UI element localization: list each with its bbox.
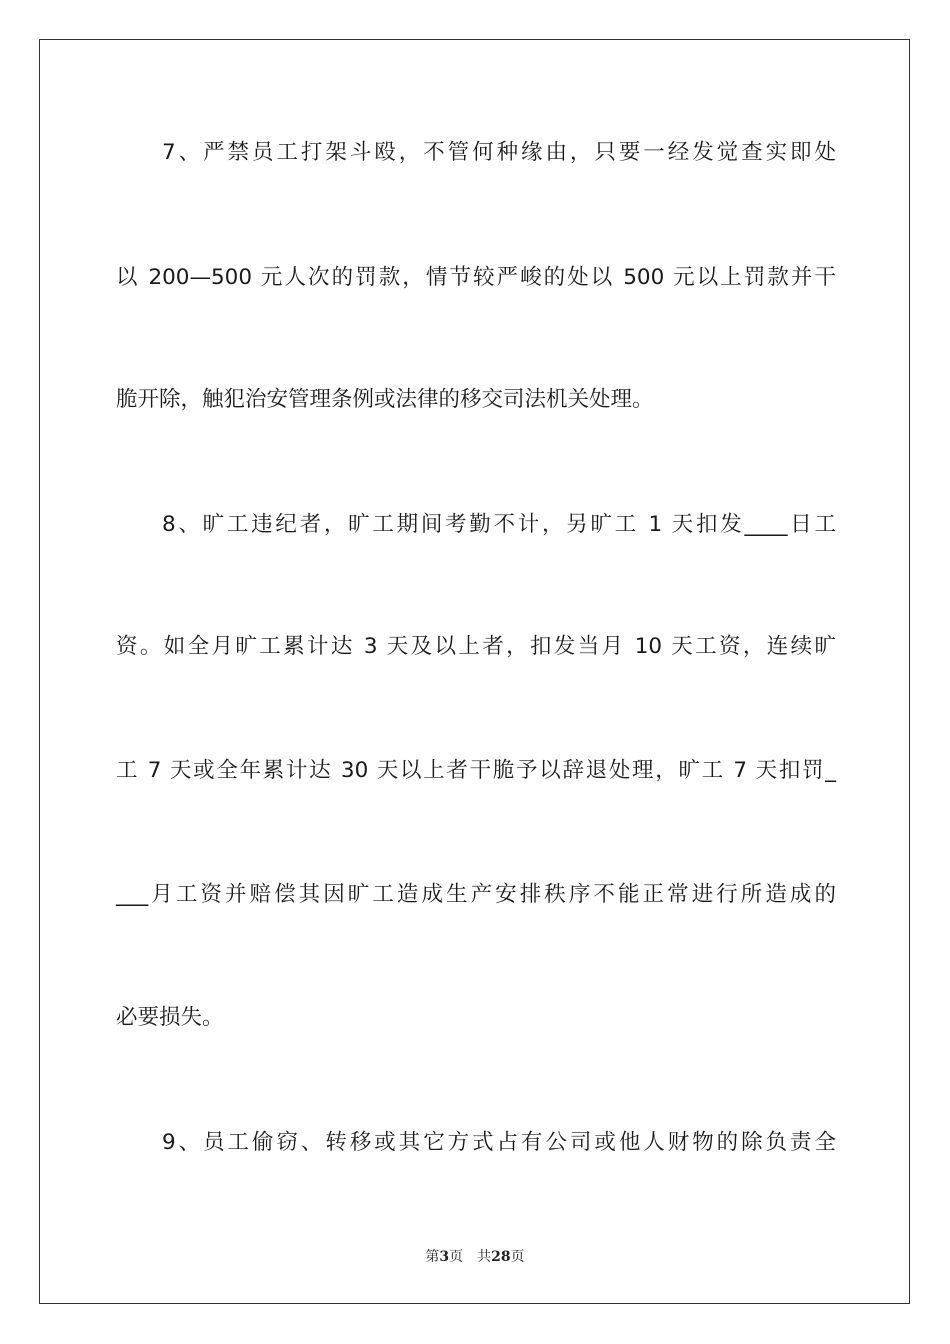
paragraph-8-line-3: 工 7 天或全年累计达 30 天以上者干脆予以辞退处理，旷工 7 天扣罚_ (116, 758, 836, 783)
total-unit: 页 (510, 1249, 525, 1265)
paragraph-8-line-5: 必要损失。 (116, 1005, 224, 1030)
paragraph-7-line-3: 脆开除，触犯治安管理条例或法律的移交司法机关处理。 (116, 387, 654, 412)
paragraph-7-line-1: 7、严禁员工打架斗殴，不管何种缘由，只要一经发觉查实即处 (162, 140, 836, 165)
page-unit: 页 (449, 1249, 464, 1265)
paragraph-8-line-2: 资。如全月旷工累计达 3 天及以上者，扣发当月 10 天工资，连续旷 (116, 634, 836, 659)
paragraph-8-line-1: 8、旷工违纪者，旷工期间考勤不计，另旷工 1 天扣发____日工 (162, 512, 836, 537)
paragraph-8-line-4: ___月工资并赔偿其因旷工造成生产安排秩序不能正常进行所造成的 (116, 882, 836, 907)
page-border (39, 39, 910, 1304)
page-footer (0, 1248, 950, 1266)
paragraph-9-line-1: 9、员工偷窃、转移或其它方式占有公司或他人财物的除负责全 (162, 1130, 836, 1155)
page-prefix: 第 (425, 1249, 440, 1265)
total-page-number: 28 (491, 1249, 511, 1265)
total-prefix: 共 (477, 1249, 492, 1265)
paragraph-7-line-2: 以 200—500 元人次的罚款，情节较严峻的处以 500 元以上罚款并干 (116, 265, 836, 290)
current-page-number: 3 (439, 1249, 450, 1265)
